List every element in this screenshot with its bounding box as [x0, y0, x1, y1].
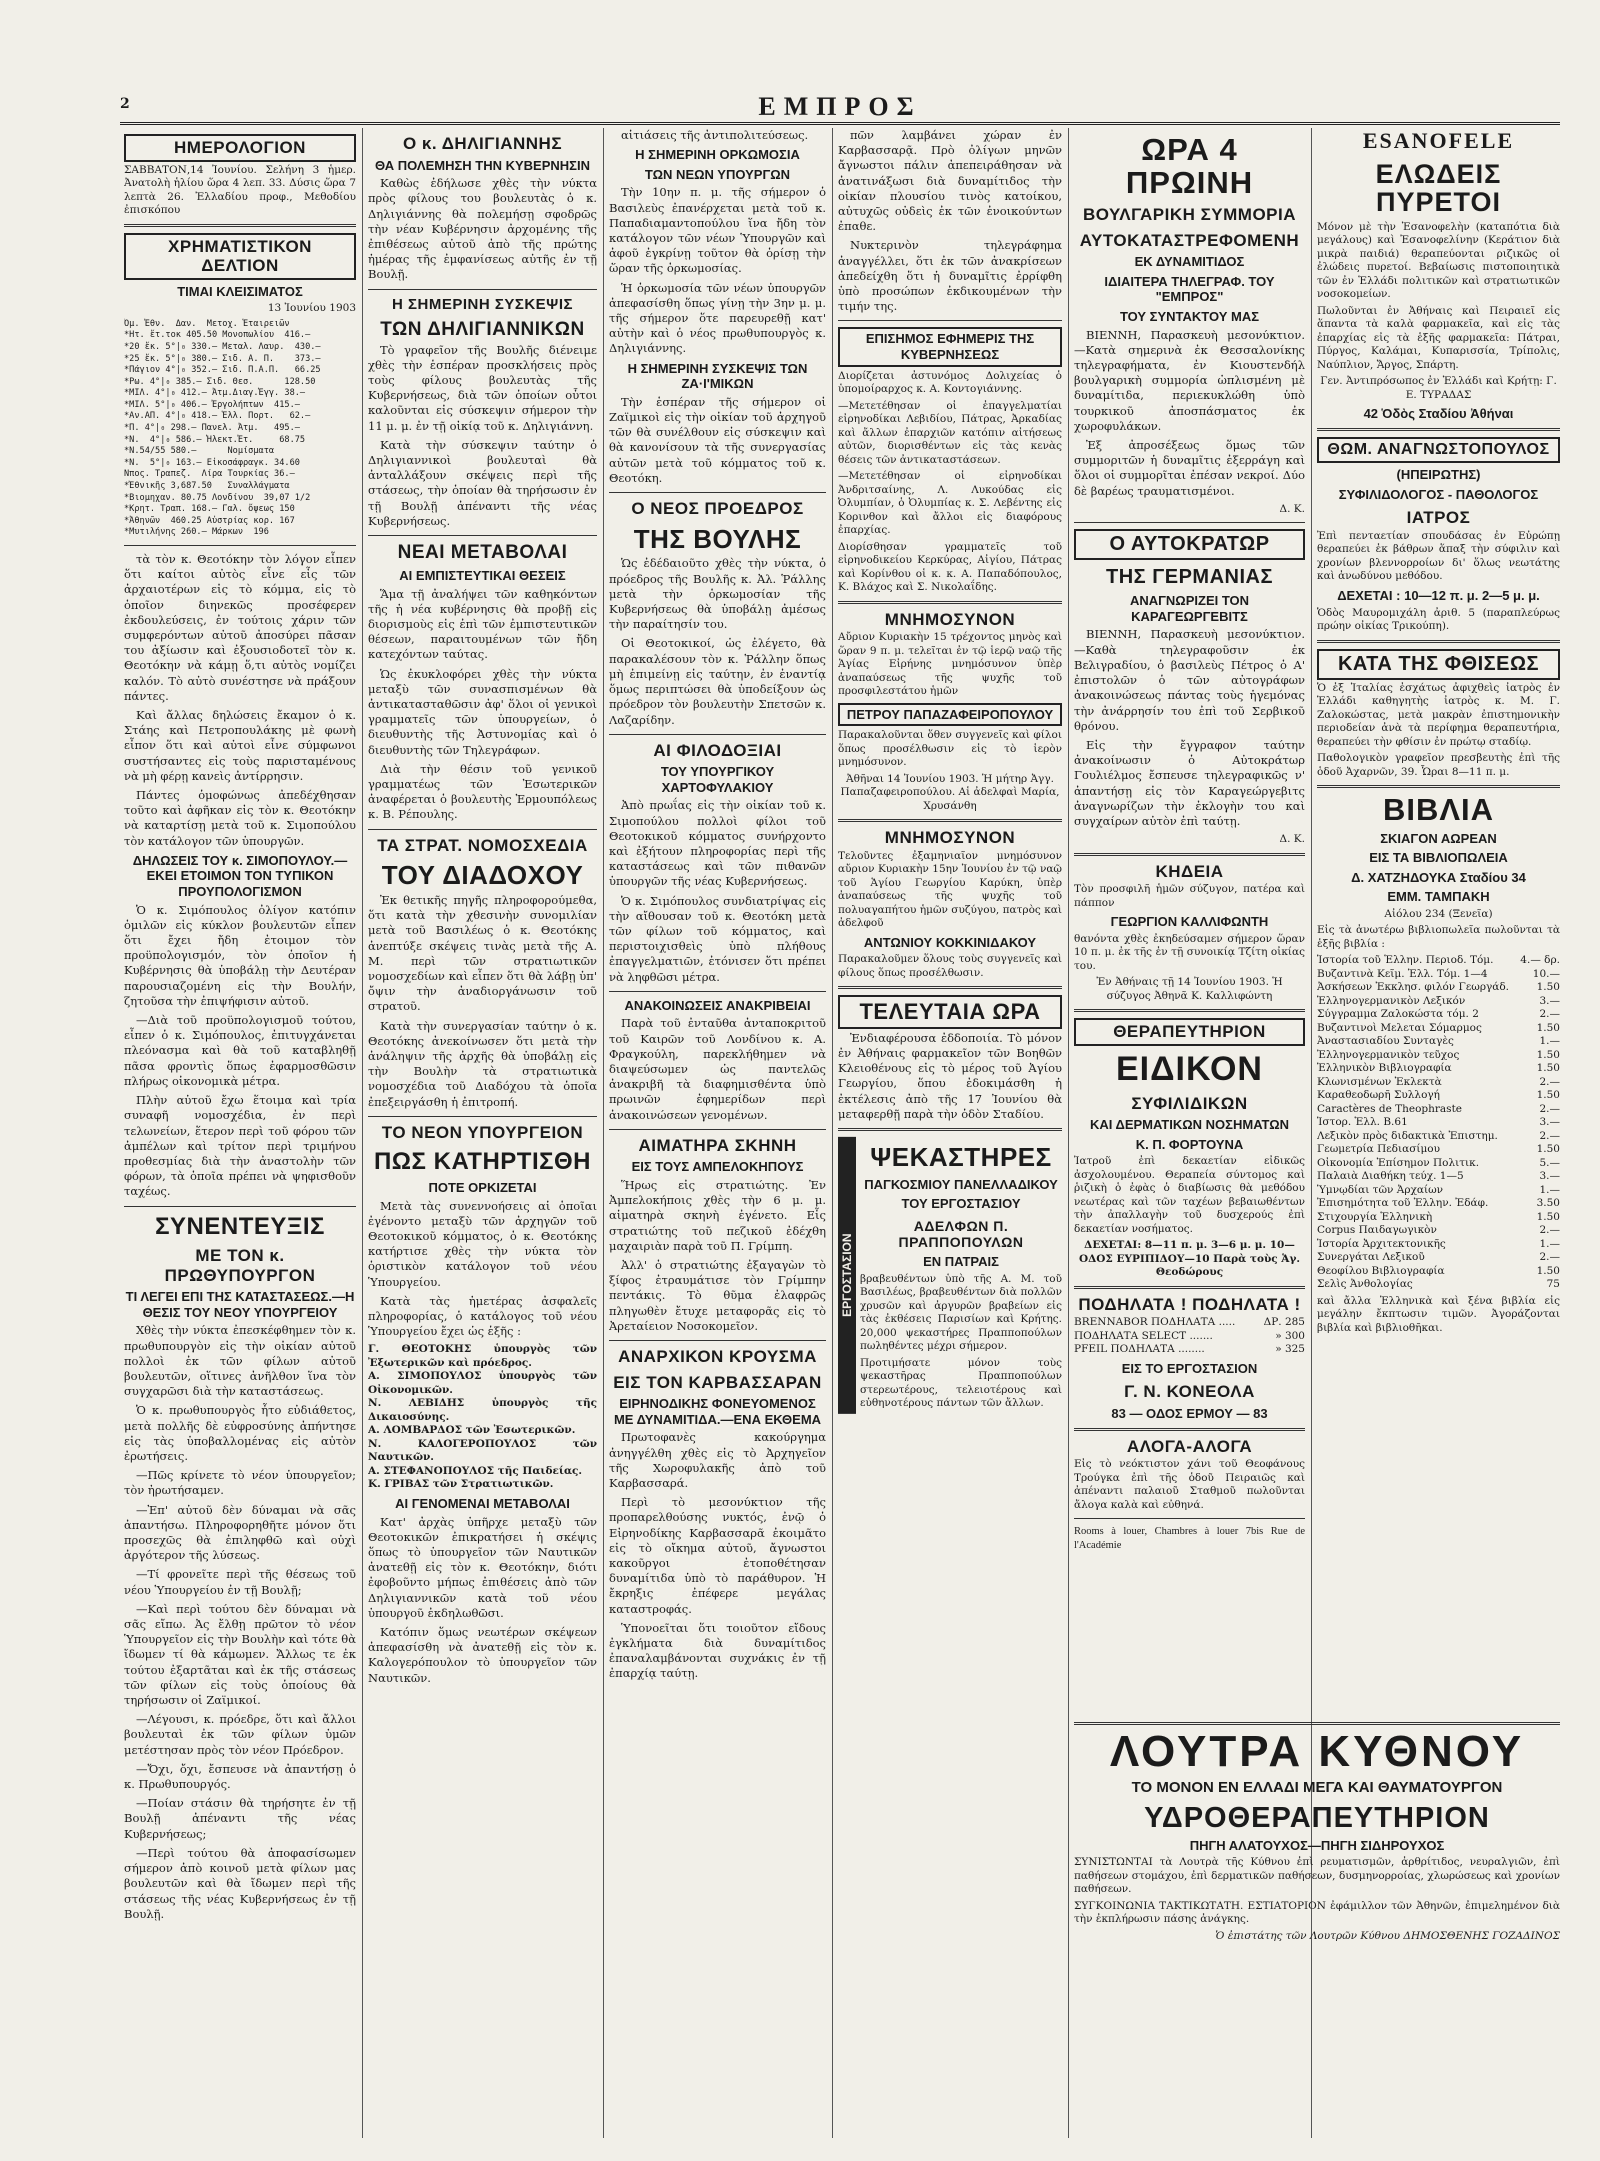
book-row	[1317, 1184, 1560, 1198]
price-row: PFEIL ΠΟΔΗΛΑΤΑ ........ » 325	[1074, 1343, 1305, 1356]
memorial-heading: ΜΝΗΜΟΣΥΝΟΝ	[884, 609, 1016, 629]
book-row	[1317, 1089, 1560, 1103]
bicycle-prices	[1074, 1316, 1305, 1357]
doctor-name: ΘΩΜ. ΑΝΑΓΝΩΣΤΟΠΟΥΛΟΣ	[1317, 437, 1560, 463]
article-text: Πλὴν αὐτοῦ ἔχω ἕτοιμα καὶ τρία συναφῆ νομοσχέδια, ἐν περὶ τελωνείων, ἕτερον περὶ τοῦ φόρου τῶν ἀμπέλων καὶ τρίτον περὶ τριμήνου προθεσμίας διὰ τὴν ἀναστολὴν τῶν φόρων, τὰ ὁποῖα πρέπει νὰ ψηφισθοῦν ταχέως.	[124, 1093, 356, 1199]
books-subheading: ΕΙΣ ΤΑ ΒΙΒΛΙΟΠΩΛΕΙΑ	[1369, 850, 1508, 866]
book-row	[1317, 1197, 1560, 1211]
article-text: Καθὼς ἐδήλωσε χθὲς τὴν νύκτα πρὸς φίλους του βουλευτὰς ὁ κ. Δηλιγιάννης θὰ πολεμήσῃ σφοδρῶς τὴν νέαν Κυβέρνησιν ἀρχομένης τῆς ἐπιθέσεως αὐτοῦ ἀπὸ τῆς πρώτης ἡμέρας τῆς ἐμφανίσεως αὐτῆς ἐν τῇ Βουλῇ.	[368, 176, 597, 282]
baths-springs: ΠΗΓΗ ΑΛΑΤΟΥΧΟΣ—ΠΗΓΗ ΣΙΔΗΡΟΥΧΟΣ	[1189, 1837, 1445, 1853]
book-list	[1317, 954, 1560, 1292]
newspaper-title: ΕΜΠΡΟΣ	[758, 92, 922, 121]
clinic-subtitle: ΣΥΦΙΛΙΔΙΚΩΝ	[1131, 1093, 1248, 1113]
article-heading: ΝΕΑΙ ΜΕΤΑΒΟΛΑΙ	[397, 542, 568, 564]
article-text: Ὡς ἐκυκλοφόρει χθὲς τὴν νύκτα μεταξὺ τῶν συνασπισμένων θὰ ἀντικατασταθῶσιν ἀφ' ὅλοι οἱ γενικοὶ γραμματεῖς τῶν ὑπουργείων, ὁ διευθυντὴς τῆς Ἀστυνομίας καὶ ὁ διευθυντὴς τῶν Τηλεγράφων.	[368, 666, 597, 757]
book-row	[1317, 1251, 1560, 1265]
headline-sub: ΕΚ ΔΥΝΑΜΙΤΙΔΟΣ	[1134, 254, 1245, 270]
bicycle-owner: Γ. Ν. ΚΟΝΕΟΛΑ	[1124, 1382, 1255, 1402]
ad-subheading: ΤΟΥ ΕΡΓΟΣΤΑΣΙΟΥ	[901, 1196, 1021, 1212]
article-text: Ὁ κ. πρωθυπουργὸς ἦτο εὐδιάθετος, μετὰ πολλῆς δὲ εὐφροσύνης ἀπήντησε εἰς τὰς ὑποβαλλομένας εἰς αὐτὸν ἐρωτήσεις.	[124, 1403, 356, 1464]
divider	[609, 1340, 826, 1341]
article-text: Χθὲς τὴν νύκτα ἐπεσκέφθημεν τὸν κ. πρωθυπουργὸν εἰς τὴν οἰκίαν αὐτοῦ πολλοὶ ἐκ τῶν φίλων αὐτοῦ βουλευτῶν, οἵτινες ἀνῆλθον ἵνα τὸν συγχαρῶσι διὰ τὴν καταστάσεως.	[124, 1323, 356, 1399]
divider	[838, 1128, 1062, 1131]
article-text: Ὡς ἐδέδαιοῦτο χθὲς τὴν νύκτα, ὁ πρόεδρος τῆς Βουλῆς κ. Ἀλ. Ῥάλλης μετὰ τὴν ὁρκωμοσίαν τῆς Κυβερνήσεως θὰ ὑποβάλῃ ἀμέσως τὴν παραίτησίν του.	[609, 556, 826, 632]
ad-text: Μόνον μὲ τὴν Ἐσανοφελὴν (καταπότια διὰ μεγάλους) καὶ Ἐσανοφελίνην (Κεράτιον διὰ μικρὰ παιδιά) θεραπεύονται ριζικῶς οἱ ἐλώδεις πυρετοί. Βεβαίωσις πιστοποιητικὰ τῶν ἐν Ἑλλάδι πολιτικῶν καὶ στρατιωτικῶν νοσοκομείων.	[1317, 220, 1560, 301]
book-price: 2.—	[1539, 1224, 1560, 1237]
book-row	[1317, 995, 1560, 1009]
book-price: 1.50	[1536, 1210, 1560, 1223]
headline: ΩΡΑ 4 ΠΡΩΙΝΗ	[1125, 132, 1254, 200]
clinic-doctor: Κ. Π. ΦΟΡΤΟΥΝΑ	[1135, 1136, 1244, 1152]
gazette-text: —Μετετέθησαν οἱ ἐπαγγελματίαι εἰρηνοδίκαι Λεβιδίου, Πάτρας, Ἀρκαδίας καὶ ἄλλων ἐπαρχιῶν κατόπιν αἰτήσεως αὐτῶν, διορισθέντων εἰς τὰς κενὰς θέσεις τῶν ἀντικαταστάσεων.	[838, 399, 1062, 466]
ad-address: 42 Ὁδὸς Σταδίου Ἀθήναι	[1363, 406, 1514, 422]
ad-heading: ΨΕΚΑΣΤΗΡΕΣ	[870, 1141, 1052, 1172]
telegram-byline: ΤΟΥ ΣΥΝΤΑΚΤΟΥ ΜΑΣ	[1119, 308, 1260, 324]
book-price: 3.—	[1539, 1170, 1560, 1183]
column-5	[1074, 128, 1305, 1718]
calendar-heading: ΗΜΕΡΟΛΟΓΙΟΝ	[124, 134, 356, 162]
article-text: Τὴν 10ην π. μ. τῆς σήμερον ὁ Βασιλεὺς ἐπανέρχεται μετὰ τοῦ κ. Παπαδιαμαντοπούλου ἵνα ἤδη τὸν κατάλογον τῶν νέων Ὑπουργῶν καὶ ἀφοῦ ἐγκρίνῃ τοῦτον θὰ ὁρίσῃ τὴν ὥραν τῆς ὁρκωμοσίας.	[609, 185, 826, 276]
books-subheading: ΣΚΙΑΓΟΝ ΑΩΡΕΑΝ	[1380, 830, 1497, 846]
article-subheading: ΤΗΣ ΒΟΥΛΗΣ	[633, 523, 802, 554]
article-subheading: ΕΙΣ ΤΟΝ ΚΑΡΒΑΣΣΑΡΑΝ	[613, 1372, 822, 1392]
brand-logo: ESANOFELE	[1362, 128, 1515, 153]
article-text: Τὴν ἑσπέραν τῆς σήμερον οἱ Ζαϊμικοὶ εἰς τὴν οἰκίαν τοῦ ἀρχηγοῦ τῶν θὰ συνέλθουν εἰς σύσκεψιν καὶ θὰ κανονίσουν τὰ τῆς συνεργασίας αὐτῶν μετὰ τοῦ κόμματος τοῦ κ. Θεοτόκη.	[609, 394, 826, 485]
article-subheading: ΤΗΣ ΓΕΡΜΑΝΙΑΣ	[1106, 566, 1273, 589]
book-row	[1317, 1278, 1560, 1292]
baths-headline: ΛΟΥΤΡΑ ΚΥΘΝΟΥ	[1109, 1727, 1525, 1776]
article-signature: Δ. Κ.	[1279, 833, 1305, 846]
book-row	[1317, 1265, 1560, 1279]
article-heading: Ο κ. ΔΗΛΙΓΙΑΝΝΗΣ	[402, 134, 563, 153]
article-text: ΒΙΕΝΝΗ, Παρασκευὴ μεσονύκτιον.—Καθὰ τηλεγραφοῦσιν ἐκ Βελιγραδίου, ὁ βασιλεὺς Πέτρος ὁ Α' ἐπιστολῶν ὁ τῶν αὐτογράφων ἀνακοινώσεως πάντας τοὺς ἡγεμόνας τὴν ἀνάρρησίν του ἐπὶ τοῦ Σερβικοῦ θρόνου.	[1074, 627, 1305, 733]
book-price: 3.—	[1539, 1116, 1560, 1129]
article-text: Εἰς τὴν ἔγγραφον ταύτην ἀνακοίνωσιν ὁ Αὐτοκράτωρ Γουλιέλμος ἔσπευσε τηλεγραφικῶς ν' ἀπαντήσῃ εἰς τὸν Καραγεώργεβιτς ἀναγνωρίζων τὴν ἐκλογὴν του καὶ συγχαίρων αὐτὸν ἐπὶ ταύτῃ.	[1074, 737, 1305, 828]
divider	[1317, 428, 1560, 431]
book-price: 2.—	[1539, 1129, 1560, 1142]
book-title: Στιχουργία Ἑλληνικὴ	[1317, 1210, 1433, 1223]
price-row: BRENNABOR ΠΟΔΗΛΑΤΑ ..... ΔΡ. 285	[1074, 1316, 1305, 1329]
book-title: Καραθεοδωρῆ Συλλογή	[1317, 1089, 1440, 1102]
divider	[1074, 522, 1305, 523]
book-price: 2.—	[1539, 1102, 1560, 1115]
book-title: Ὑμνῳδίαι τῶν Ἀρχαίων	[1317, 1183, 1444, 1196]
article-text: —Λέγουσι, κ. πρόεδρε, ὅτι καὶ ἄλλοι βουλευταὶ ἐκ τῶν φίλων ὑμῶν μετέστησαν πρὸς τὸν νέον Πρόεδρον.	[124, 1712, 356, 1757]
divider	[368, 829, 597, 830]
book-title: Ἱστορία Ἀρχιτεκτονικῆς	[1317, 1237, 1446, 1250]
article-text: —Περὶ τούτου θὰ ἀποφασίσωμεν σήμερον ἀπὸ κοινοῦ μετὰ φίλων μας βουλευτῶν καὶ θὰ ἴδωμεν περὶ τῆς στάσεως τῆς νέας Κυβερνήσεως ἐν τῇ Βουλῇ.	[124, 1845, 356, 1921]
masthead	[120, 92, 1560, 125]
book-title: Γεωμετρία Πεδιασίμου	[1317, 1143, 1441, 1156]
article-deck: ΕΙΡΗΝΟΔΙΚΗΣ ΦΟΝΕΥΟΜΕΝΟΣ ΜΕ ΔΥΝΑΜΙΤΙΔΑ.—ΕΝΑ ΕΚΘΕΜΑ	[613, 1396, 822, 1427]
divider	[838, 986, 1062, 989]
book-title: Συνεργάται Λεξικοῦ	[1317, 1251, 1425, 1264]
book-price: 1.50	[1536, 1089, 1560, 1102]
book-row	[1317, 1224, 1560, 1238]
funeral-heading: ΚΗΔΕΙΑ	[1155, 861, 1224, 881]
bicycle-address: 83 — ΟΔΟΣ ΕΡΜΟΥ — 83	[1111, 1405, 1268, 1421]
divider	[1317, 785, 1560, 788]
article-text: αἰτιάσεις τῆς ἀντιπολιτεύσεως.	[621, 128, 809, 142]
article-text: Ἀπὸ πρωΐας εἰς τὴν οἰκίαν τοῦ κ. Σιμοπούλου πολλοὶ φίλοι τοῦ Θεοτοκικοῦ κόμματος συνήρχοντο καὶ ἐξήτουν πληροφορίας περὶ τῆς καταστάσεως καὶ τῶν πιθανῶν ὑπουργῶν τῆς νέας Κυβερνήσεως.	[609, 798, 826, 889]
book-price: 5.—	[1539, 1156, 1560, 1169]
divider	[838, 601, 1062, 604]
book-title: Παλαιὰ Διαθήκη τεύχ. 1—5	[1317, 1170, 1464, 1183]
book-row	[1317, 1130, 1560, 1144]
telegram-heading: ΙΔΙΑΙΤΕΡΑ ΤΗΛΕΓΡΑΦ. ΤΟΥ "ΕΜΠΡΟΣ"	[1104, 273, 1275, 305]
article-heading: ΑΝΑΚΟΙΝΩΣΕΙΣ ΑΝΑΚΡΙΒΕΙΑΙ	[624, 997, 811, 1013]
article-text: Κατὰ τὴν συνεργασίαν ταύτην ὁ κ. Θεοτόκης ἀνεκοίνωσεν ὅτι μετὰ τὴν ἀνάληψιν τῆς ἀρχῆς θὰ ὑποβάλῃ εἰς τὴν Βουλὴν τὰ στρατιωτικὰ νομοσχέδια τοῦ Διαδόχου τὰ ὁποῖα ἐπεξειργάσθη ἡ ἐπιτροπή.	[368, 1018, 597, 1109]
article-text: Καὶ ἄλλας δηλώσεις ἔκαμον ὁ κ. Στάης καὶ Πετροπουλάκης μὲ φωνὴ εἶπον ὅτι καὶ αὐτοὶ εἶνε σύμφωνοι συστήσαντες εἰς τοὺς παρισταμένους νὰ μὴ φέρῃ κανεὶς ἀντίρρησιν.	[124, 708, 356, 783]
book-title: Βυζαντινοὶ Μελεται Σόμαρμος	[1317, 1021, 1482, 1034]
bookshop-name: ΕΜΜ. ΤΑΜΠΑΚΗ	[1387, 889, 1490, 905]
article-text: Πρωτοφανὲς κακούργημα ἀνηγγέλθη χθὲς εἰς τὸ Ἀρχηγεῖον τῆς Χωροφυλακῆς ἀπὸ τοῦ Καρβασσαρά.	[609, 1430, 826, 1490]
article-heading: ΑΙ ΓΕΝΟΜΕΝΑΙ ΜΕΤΑΒΟΛΑΙ	[395, 1495, 570, 1511]
divider	[1317, 640, 1560, 643]
article-text: Κατόπιν ὅμως νεωτέρων σκέψεων ἀπεφασίσθη νὰ ἀνατεθῇ εἰς τὸν κ. Καλογερόπουλον τὸ ὑπουργεῖον τῶν Ναυτικῶν.	[368, 1624, 597, 1685]
book-price: 2.—	[1539, 1075, 1560, 1088]
funeral-signature: Ἐν Ἀθήναις τῇ 14 Ἰουνίου 1903. Ἡ σύζυγος Ἀθηνᾶ Κ. Καλλιφώντη	[1096, 976, 1283, 1002]
column-3	[609, 128, 826, 2138]
article-text: Ὁ κ. Σιμόπουλος συνδιατρίψας εἰς τὴν αἴθουσαν τοῦ κ. Θεοτόκη μετὰ τῶν φίλων τοῦ κόμματος, καὶ περιστοιχισθεὶς ὑπὸ πλήθους ἐπαγγελματιῶν, ἐτόνισεν ὅτι πρέπει νὰ ληφθῶσι μέτρα.	[609, 893, 826, 984]
book-row	[1317, 1062, 1560, 1076]
column-rule	[362, 128, 363, 2138]
ad-headline: ΕΛΩΔΕΙΣ ΠΥΡΕΤΟΙ	[1375, 159, 1502, 218]
column-rule	[832, 128, 833, 2138]
book-row	[1317, 981, 1560, 995]
book-row	[1317, 1035, 1560, 1049]
gazette-text: —Μετετέθησαν οἱ εἰρηνοδίκαι Ἀνδριτσαίνης, Λ. Λυκούδας εἰς Ὀλυμπίαν, ὁ Ὀλυμπίας κ. Σ. Λεβέντης εἰς Κορινθον καὶ ἄλλοι εἰς διαφόρους ἐπαρχίας.	[838, 470, 1062, 537]
ad-place: ΕΝ ΠΑΤΡΑΙΣ	[923, 1254, 999, 1270]
memorial-text: Αὔριον Κυριακὴν 15 τρέχοντος μηνὸς καὶ ὥραν 9 π. μ. τελεῖται ἐν τῷ ἱερῷ ναῷ τῆς Ἁγίας Εἰρήνης μνημόσυνον ὑπὲρ ἀναπαύσεως τῆς ψυχῆς τοῦ προσφιλεστάτου ἡμῶν	[838, 631, 1062, 698]
book-row	[1317, 1238, 1560, 1252]
book-title: Κλωνισμένων Ἐκλεκτὰ	[1317, 1075, 1442, 1088]
article-subheading: ΤΩΝ ΝΕΩΝ ΥΠΟΥΡΓΩΝ	[644, 166, 791, 182]
divider	[609, 1129, 826, 1130]
article-text: Ἐνδιαφέρουσα ἐδδοποιία. Τὸ μόνον ἐν Ἀθήναις φαρμακεῖον τῶν Βοηθῶν Κλειοθένους εἰς τὸ μέρος τοῦ Ἀγίου Γεωργίου, ὅπου ἐδοκιμάσθη ἡ ἐκτέλεσις ἀπὸ τῆς 17 Ἰουνίου θὰ μεταφερθῇ παρὰ τὴν ὁδὸν Σταδίου.	[838, 1030, 1062, 1121]
book-title: Corpus Παιδαγωγικὸν	[1317, 1224, 1437, 1237]
article-heading: Η ΣΗΜΕΡΙΝΗ ΟΡΚΩΜΟΣΙΑ	[635, 147, 800, 163]
article-text: —Διὰ τοῦ προϋπολογισμοῦ τούτου, εἶπεν ὁ κ. Σιμόπουλος, ἐπιτυγχάνεται πλεόνασμα καὶ θὰ τοῦ καταβληθῇ πᾶσα φροντὶς ὅπως ἐφαρμοσθῶσιν πλήρως οἰκονομικὰ μέτρα.	[124, 1013, 356, 1088]
article-text: Ἅμα τῇ ἀναλήψει τῶν καθηκόντων τῆς ἡ νέα κυβέρνησις θὰ προβῇ εἰς διορισμοὺς εἰς ἐπὶ τῶν ἐμπιστευτικῶν θέσεων, παραιτουμένων τῶν ἤδη κατεχόντων ταύτας.	[368, 586, 597, 662]
doctor-text: Ἐπὶ πενταετίαν σπουδάσας ἐν Εὐρώπῃ θεραπεύει ἐκ βάθρων ἅπαξ τὴν σύφιλιν καὶ χρονίων βλεννορροίων δι' ὅλως νεωτάτης καὶ ἀνωδύνου μεθόδου.	[1317, 529, 1560, 583]
divider	[1074, 1428, 1305, 1431]
books-heading: ΒΙΒΛΙΑ	[1382, 792, 1495, 827]
clinic-text: Ἰατροῦ ἐπὶ δεκαετίαν εἰδικῶς ἀσχολουμένου. Θεραπεία σύντομος καὶ ῥιζικὴ ὁ ἐφὰς ὁ διαβίωσις θὰ μεθόδου νεωτέρας καὶ τῶν ταχέων βεβαιωθέντων τὴν ἀπαλλαγὴν τοῦ δυσχερούς ἐπὶ δεκαετίαν νοσήματος.	[1074, 1155, 1305, 1235]
article-subheading: ΘΑ ΠΟΛΕΜΗΣΗ ΤΗΝ ΚΥΒΕΡΝΗΣΙΝ	[375, 157, 590, 173]
article-text: Ἀλλ' ὁ στρατιώτης ἐξαγαγὼν τὸ ξίφος ἐτραυμάτισε τὸν Γρίμπην πεντάκις. Τὸ θῦμα ἐλαφρῶς πληγωθὲν ἔτυχε μεταφορᾶς εἰς τὸ Ἀρεταίειον Νοσοκομεῖον.	[609, 1258, 826, 1333]
column-6	[1317, 128, 1560, 1718]
ad-text: Πωλοῦνται ἐν Ἀθήναις καὶ Πειραιεῖ εἰς ἅπαντα τὰ καλὰ φαρμακεῖα, καὶ εἰς τὰς ἐπαρχίας εἰς τὰ ἑξῆς φαρμακεῖα: Πάτραι, Πύργος, Καλάμαι, Κυπαρισσία, Τρίπολις, Ναύπλιον, Ἄργος, Σπάρτη.	[1317, 304, 1560, 371]
article-heading: Η ΣΗΜΕΡΙΝΗ ΣΥΣΚΕΨΙΣ	[392, 295, 573, 313]
article-text: ΒΙΕΝΝΗ, Παρασκευὴ μεσονύκτιον.—Κατὰ σημερινὰ ἐκ Θεσσαλονίκης τηλεγραφήματα, ἐν Κιουστενδήλ βουλγαρικὴ συμμορία ὡπλισμένη μὲ δυναμίτιδα, περιεκυκλώθη ὑπὸ τουρκικοῦ ἀποσπάσματος ἐκ χωροφυλάκων.	[1074, 327, 1305, 433]
memorial-text: Τελοῦντες ἐξαμηνιαῖον μνημόσυνον αὔριον Κυριακὴν 15ην Ἰουνίου ἐν τῷ ναῷ τοῦ Ἁγίου Γεωργίου Καρύκη, ὑπὲρ ἀναπαύσεως τῆς ψυχῆς τοῦ πολυαγαπήτου ἡμῶν συζύγου, πατρὸς καὶ ἀδελφοῦ	[838, 849, 1062, 930]
clinic-heading: ΘΕΡΑΠΕΥΤΗΡΙΟΝ	[1074, 1018, 1305, 1046]
divider	[124, 224, 356, 227]
price-row: ΠΟΔΗΛΑΤΑ SELECT ....... » 300	[1074, 1329, 1305, 1342]
divider	[609, 734, 826, 735]
article-subheading: ΠΩΣ ΚΑΤΗΡΤΙΣΘΗ	[373, 1148, 592, 1176]
ad-subheading: ΠΑΓΚΟΣΜΙΟΥ ΠΑΝΕΛΛΑΔΙΚΟΥ	[864, 1176, 1058, 1192]
horses-heading: ΑΛΟΓΑ-ΑΛΟΓΑ	[1126, 1436, 1253, 1456]
stock-bulletin-heading: ΧΡΗΜΑΤΙΣΤΙΚΟΝ ΔΕΛΤΙΟΝ	[124, 233, 356, 280]
article-heading: ΑΝΑΡΧΙΚΟΝ ΚΡΟΥΣΜΑ	[618, 1347, 817, 1367]
article-signature: Δ. Κ.	[1279, 502, 1305, 515]
book-title: Ἱστορία τοῦ Ἑλλην. Περιοδ. Τόμ.	[1317, 954, 1494, 967]
minister-list: Γ. ΘΕΟΤΟΚΗΣ ὑπουργὸς τῶν Ἐξωτερικῶν καὶ πρόεδρος. Α. ΣΙΜΟΠΟΥΛΟΣ ὑπουργὸς τῶν Οἰκονομικῶν. Ν. ΛΕΒΙΔΗΣ ὑπουργὸς τῆς Δικαιοσύνης. Α. ΛΟΜΒΑΡΔΟΣ τῶν Ἐσωτερικῶν. Ν. ΚΑΛΟΓΕΡΟΠΟΥΛΟΣ τῶν Ναυτικῶν. Α. ΣΤΕΦΑΝΟΠΟΥΛΟΣ τῆς Παιδείας. Κ. ΓΡΙΒΑΣ τῶν Στρατιωτικῶν.	[368, 1343, 597, 1491]
book-title: Οἰκονομία Ἐπίσημον Πολιτικ.	[1317, 1156, 1480, 1169]
book-row	[1317, 1008, 1560, 1022]
book-row	[1317, 954, 1560, 968]
last-hour-heading: ΤΕΛΕΥΤΑΙΑ ΩΡΑ	[838, 995, 1062, 1028]
funeral-text: θανόντα χθὲς ἐκηδεύσαμεν σήμερον ὥραν 10 π. μ. ἐκ τῆς ἐν τῇ συνοικίᾳ Τζίτη οἰκίας του.	[1074, 932, 1305, 972]
memorial-text: Παρακαλοῦνται ὅθεν συγγενεῖς καὶ φίλοι ὅπως προσέλθωσιν εἰς τὸ ἱερὸν μνημόσυνον.	[838, 729, 1062, 769]
article-text: Ὁ κ. Σιμόπουλος ὀλίγον κατόπιν ὁμιλῶν εἰς κύκλον βουλευτῶν εἶπεν ὅτι ἔχει ἤδη ἐτοιμον τὸν προϋπολογισμόν, τὸν ὁποῖον ἡ Κυβέρνησις θὰ ὑποβάλῃ τὴν Δευτέραν παρουσιαζομένη εἰς τὴν Βουλήν, ζητοῦσα τὴν ἐπιψήφισιν αὐτοῦ.	[124, 902, 356, 1008]
article-heading: ΤΟ ΝΕΟΝ ΥΠΟΥΡΓΕΙΟΝ	[381, 1122, 584, 1142]
book-price: 1.50	[1536, 1021, 1560, 1034]
article-text: Κατ' ἀρχὰς ὑπῆρχε μεταξὺ τῶν Θεοτοκικῶν ἐπικρατήσει ἡ σκέψις ὅπως τὸ ὑπουργεῖον τῶν Ναυτικῶν ἀνατεθῇ εἰς τὸν κ. Θεοτόκην, διότι ἐφοβοῦντο μήπως ἐπιθέσεις ἀπὸ τῶν Δηλιγιαννικῶν κατὰ τοῦ νέου ὑπουργοῦ ἐκδηλωθῶσι.	[368, 1514, 597, 1620]
book-price: 1.50	[1536, 1143, 1560, 1156]
book-title: Ἀσκήσεων Ἐκκλησ. φιλόν Γεωργάδ.	[1317, 981, 1510, 994]
article-text: —Καὶ περὶ τούτου δὲν δύναμαι νὰ σᾶς εἴπω. Ἀς ἔλθῃ πρῶτον τὸ νέον Ὑπουργεῖον εἰς τὴν Βουλὴν καὶ τότε θὰ ἴδωμεν τί θὰ κάμωμεν. Ἄλλως τε ἐκ τούτου ἐξαρτᾶται καὶ ἐκ τῆς στάσεως τῶν φίλων εἰς τοὺς ὁποίους θὰ τηρήσωσιν οἱ Ζαϊμικοί.	[124, 1601, 356, 1708]
book-price: 1.50	[1536, 1062, 1560, 1075]
memorial-text: Παρακαλοῦμεν ὅλους τοὺς συγγενεῖς καὶ φίλους ὅπως προσέλθωσιν.	[838, 953, 1062, 979]
column-4	[838, 128, 1062, 2138]
sprayer-ad	[838, 1137, 1062, 1414]
divider	[838, 320, 1062, 321]
book-row	[1317, 1103, 1560, 1117]
ad-agent: Γεν. Ἀντιπρόσωπος ἐν Ἑλλάδι καὶ Κρήτῃ: Γ. Ε. ΤΥΡΑΔΑΣ	[1320, 375, 1557, 401]
book-title: Ἑλληνογερμανικὸν Λεξικόν	[1317, 994, 1466, 1007]
article-subheading: ΑΙ ΕΜΠΙΣΤΕΥΤΙΚΑΙ ΘΕΣΕΙΣ	[399, 567, 566, 583]
interview-subheading: ΜΕ ΤΟΝ κ. ΠΡΩΘΥΠΟΥΡΓΟΝ	[164, 1246, 316, 1285]
article-text: Ἥρως εἰς στρατιώτης. Ἐν Ἀμπελοκήποις χθὲς τὴν 6 μ. μ. αἱματηρὰ σκηνὴ ἐγένετο. Εἷς στρατιώτης τοῦ πεζικοῦ ἐδέχθη μαχαιριὰν παρὰ τοῦ Π. Γρίμπη.	[609, 1178, 826, 1253]
article-text: —Πῶς κρίνετε τὸ νέον ὑπουργεῖον; τὸν ἠρωτήσαμεν.	[124, 1468, 356, 1498]
interview-heading: ΣΥΝΕΝΤΕΥΞΙΣ	[155, 1212, 325, 1240]
article-subheading: ΤΩΝ ΔΗΛΙΓΙΑΝΝΙΚΩΝ	[380, 318, 585, 340]
book-row	[1317, 1076, 1560, 1090]
divider	[1074, 853, 1305, 856]
bookshop-address: Αἰόλου 234 (Ξενεῖα)	[1384, 907, 1493, 920]
article-deck: ΑΝΑΓΝΩΡΙΖΕΙ ΤΟΝ ΚΑΡΑΓΕΩΡΓΕΒΙΤΣ	[1129, 593, 1250, 624]
article-text: τὰ τὸν κ. Θεοτόκην τὸν λόγον εἶπεν ὅτι καίτοι αὐτὸς εἶνε εἷς τῶν ἀρχαιοτέρων εἰς τὸ κόμμα, εἰς τὸ ὁποῖον διηνεκῶς προσέφερεν ἐκδουλεύσεις, ἐν τούτοις χάριν τῶν συμφερόντων αὐτοῦ ἀποσύρει πᾶσαν του ἀξίωσιν καὶ ἐξουσιοδοτεῖ τὸν κ. Θεοτόκην νὰ κάμῃ ὅ,τι αὐτὸς νομίζει καλόν. Τὸ αὐτὸ συνέστησε νὰ πράξουν πάντες.	[124, 552, 356, 703]
memorial-name: ΑΝΤΩΝΙΟΥ ΚΟΚΚΙΝΙΔΑΚΟΥ	[863, 934, 1037, 950]
book-price: 1.—	[1539, 1183, 1560, 1196]
article-text: Κατὰ τὰς ἡμετέρας ἀσφαλεῖς πληροφορίας, ὁ κατάλογος τοῦ νέου Ὑπουργείου ἔχει ὡς ἑξῆς :	[368, 1293, 597, 1339]
book-price: 3.50	[1536, 1197, 1560, 1210]
book-title: Caractères de Theophraste	[1317, 1102, 1463, 1115]
divider	[1074, 1009, 1305, 1012]
rooms-ad: Rooms à louer, Chambres à louer 7bis Rue de l'Académie	[1074, 1526, 1305, 1551]
article-subheading: ΤΟΥ ΔΙΑΔΟΧΟΥ	[381, 860, 584, 891]
horses-text: Εἰς τὸ νεόκτιστον χάνι τοῦ Θεοφάνους Τρούγκα ἐπὶ τῆς ὁδοῦ Πειραιῶς καὶ ἀπέναντι παλαιοῦ Σταθμοῦ πωλοῦνται ἄλογα καλὰ καὶ εὐθηνά.	[1074, 1458, 1305, 1511]
column-rule	[1068, 128, 1069, 2138]
article-text: Ἡ ὁρκωμοσία τῶν νέων ὑπουργῶν ἀπεφασίσθη ὅπως γίνῃ τὴν 3ην μ. μ. τῆς σήμερον ὅτε παρευρεθῇ κατ' αὐτὴν καὶ ὁ νέος πρωθυπουργὸς κ. Δηλιγιάννης.	[609, 280, 826, 356]
book-price: 1.—	[1539, 1035, 1560, 1048]
book-row	[1317, 1116, 1560, 1130]
article-text: Οἱ Θεοτοκικοί, ὡς ἐλέγετο, θὰ παρακαλέσουν τὸν κ. Ῥάλλην ὅπως μὴ ἐπιμείνῃ εἰς ταύτην, ἐν ἐναντίᾳ ὅμως περιπτώσει θὰ ὑποδείξουν ὡς πρόεδρον τὸν βουλευτὴν Σπετσῶν κ. Λαζαρίδην.	[609, 636, 826, 727]
article-text: Διὰ τὴν θέσιν τοῦ γενικοῦ γραμματέως τῶν Ἐσωτερικῶν ἀναφέρεται ὁ βουλευτὴς Ἑρμουπόλεως κ. Β. Ρέπουλης.	[368, 761, 597, 822]
book-price: 1.50	[1536, 981, 1560, 994]
books-text: καὶ ἄλλα Ἑλληνικὰ καὶ ξένα βιβλία εἰς μεγάλην ἔκπτωσιν τιμῶν. Ἀγοράζονται βιβλία καὶ βιβλιοθῆκαι.	[1317, 1294, 1560, 1334]
baths-text: ΣΥΝΙΣΤΩΝΤΑΙ τὰ Λουτρὰ τῆς Κύθνου ἐπὶ ρευματισμῶν, ἀρθρίτιδος, νευραλγιῶν, ἐπὶ παθήσεων στομάχου, ἐπὶ δερματικῶν παθήσεων, δυσμηνορροίας, χλωρώσεως καὶ χρονίων παθήσεων.	[1074, 1856, 1560, 1896]
book-title: Λεξικὸν πρὸς διδακτικὰ Ἐπιστημ.	[1317, 1129, 1498, 1142]
article-text: πῶν λαμβάνει χώραν ἐν Καρβασσαρᾷ. Πρὸ ὀλίγων μηνῶν ἄγνωστοι πάλιν ἀπεπειράθησαν νὰ ἀνατινάξωσι διὰ δυναμίτιδος τὴν οἰκίαν πλουσίου τινὸς κατοίκου, αὐτυχῶς οὐδεὶς ἐκ τῶν ἐνοικούντων ἐπαθε.	[838, 128, 1062, 234]
closing-prices-heading: ΤΙΜΑΙ ΚΛΕΙΣΙΜΑΤΟΣ	[177, 283, 303, 299]
clinic-subtitle: ΚΑΙ ΔΕΡΜΑΤΙΚΩΝ ΝΟΣΗΜΑΤΩΝ	[1089, 1117, 1290, 1133]
article-text: Πάντες ὁμοφώνως ἀπεδέχθησαν τοῦτο καὶ ἀφῆκαν εἰς τὸν κ. Θεοτόκην νὰ καταρτίσῃ μετὰ τοῦ κ. Σιμοπούλου τὸν κατάλογον τῶν ὑπουργῶν.	[124, 788, 356, 848]
headline-sub: ΑΥΤΟΚΑΤΑΣΤΡΕΦΟΜΕΝΗ	[1079, 230, 1300, 250]
tuberculosis-text: Παθολογικὸν γραφεῖον πρεσβευτὴς ἐπὶ τῆς ὁδοῦ Ἀχαρνῶν, 39. Ὧραι 8—11 π. μ.	[1317, 752, 1560, 778]
book-row	[1317, 1022, 1560, 1036]
book-price: 2.—	[1539, 1008, 1560, 1021]
divider	[1074, 1286, 1305, 1289]
gazette-text: Διορίσθησαν γραμματεῖς τοῦ εἰρηνοδικείου Κερκύρας, Αἰγίου, Πάτρας καὶ Κορίνθου οἱ κ. κ. Α. Παπαδόπουλος, Κ. Βλάχος καὶ Σ. Νικολαΐδης.	[838, 540, 1062, 594]
funeral-name: ΓΕΩΡΓΙΟΝ ΚΑΛΛΙΦΩΝΤΗ	[1110, 914, 1269, 930]
ad-maker: ΑΔΕΛΦΩΝ Π. ΠΡΑΠΠΟΠΟΥΛΩΝ	[898, 1218, 1024, 1251]
gazette-text: Διορίζεται ἀστυνόμος Δολιχείας ὁ ὑπομοίραρχος κ. Α. Κοντογιάννης.	[838, 369, 1062, 396]
article-text: Παρὰ τοῦ ἐνταῦθα ἀνταποκριτοῦ τοῦ Καιρῶν τοῦ Λονδίνου κ. Α. Φραγκούλη, παρεκλήθημεν νὰ διαψεύσωμεν ὡς παντελῶς ἀνακριβῆ τὰ διαφημισθέντα ὑπὸ πρωινῶν ἐφημερίδων περὶ ἀνακοινώσεων γενομένων.	[609, 1016, 826, 1122]
gazette-heading: ΕΠΙΣΗΜΟΣ ΕΦΗΜΕΡΙΣ ΤΗΣ ΚΥΒΕΡΝΗΣΕΩΣ	[838, 327, 1062, 366]
memorial-heading: ΜΝΗΜΟΣΥΝΟΝ	[884, 828, 1016, 848]
article-text: Κατὰ τὴν σύσκεψιν ταύτην ὁ Δηλιγιαννικοὶ βουλευταὶ θὰ ἀνταλλάξουν σκέψεις περὶ τῆς στάσεως, τὴν ὁποίαν θὰ τηρήσωσιν ἐν τῇ Βουλῇ ἀπέναντι τῆς νέας Κυβερνήσεως.	[368, 437, 597, 528]
clinic-hours: ΔΕΧΕΤΑΙ: 8—11 π. μ. 3—6 μ. μ. 10—ΟΔΟΣ ΕΥΡΙΠΙΔΟΥ—10 Παρὰ τοὺς Ἁγ. Θεοδώρους	[1078, 1239, 1301, 1279]
divider	[838, 819, 1062, 822]
bookshop-name: Δ. ΧΑΤΖΗΔΟΥΚΑ Σταδίου 34	[1351, 869, 1526, 885]
article-heading: ΔΗΛΩΣΕΙΣ ΤΟΥ κ. ΣΙΜΟΠΟΥΛΟΥ.—ΕΚΕΙ ΕΤΟΙΜΟΝ ΤΟΝ ΤΥΠΙΚΟΝ ΠΡΟΥΠΟΛΟΓΙΣΜΟΝ	[132, 852, 348, 900]
doctor-hours: ΔΕΧΕΤΑΙ : 10—12 π. μ. 2—5 μ. μ.	[1337, 587, 1540, 603]
article-text: —Ποίαν στάσιν θὰ τηρήσητε ἐν τῇ Βουλῇ ἀπέναντι τῆς νέας Κυβερνήσεως;	[124, 1796, 356, 1841]
baths-ad	[1074, 1722, 1560, 2141]
article-heading: Ο ΑΥΤΟΚΡΑΤΩΡ	[1074, 529, 1305, 560]
book-price: 1.50	[1536, 1048, 1560, 1061]
divider	[368, 289, 597, 290]
column-2	[368, 128, 597, 2138]
ad-text: Προτιμήσατε μόνον τοὺς ψεκαστῆρας Πραπποπούλων στερεωτέρους, τελειοτέρους καὶ εὐθηνοτέρους πάντων τῶν ἄλλων.	[860, 1356, 1062, 1410]
article-heading: Ο ΝΕΟΣ ΠΡΟΕΔΡΟΣ	[631, 499, 804, 519]
column-rule	[603, 128, 604, 2138]
divider	[368, 1116, 597, 1117]
divider	[609, 991, 826, 992]
divider	[1074, 1518, 1305, 1519]
bulletin-date: 13 Ἰουνίου 1903	[267, 302, 356, 315]
book-row	[1317, 968, 1560, 982]
interview-deck: ΤΙ ΛΕΓΕΙ ΕΠΙ ΤΗΣ ΚΑΤΑΣΤΑΣΕΩΣ.—Η ΘΕΣΙΣ ΤΟΥ ΝΕΟΥ ΥΠΟΥΡΓΕΙΟΥ	[125, 1289, 355, 1320]
stock-table: Ὁμ. Ἐθν. Δαν. Μετοχ. Ἑταιρειῶν *Ητ. ἔτ.τοκ 405.50 Μονοπωλίου 416.— *20 ἔκ. 5°|₀ 330.— Μεταλ. Λαυρ. 430.— *25 ἔκ. 5°|₀ 380.— Σιδ. Α. Π. 373.— *Πάγιον 4°|₀ 352.— Σιδ. Π.Α.Π. 66.25 *Ρω. 4°|₀ 385.— Σιδ. Θεσ. 128.50 *ΜΙΛ. 4°|₀ 412.— Ἀτμ.Διαγ.Ἐγγ. 38.— *ΜΙΛ. 5°|₀ 406.— Ἐργολήπτων 415.— *Αν.ΑΠ. 4°|₀ 418.— Ἑλλ. Πορτ. 62.— *Π. 4°|₀ 298.— Πανελ. Ἀτμ. 495.— *Ν. 4°|₀ 586.— Ἠλεκτ.Ἐτ. 68.75 *Ν.54/55 580.— Νομίσματα *Ν. 5°|₀ 163.— Εἰκοσάφραγκ. 34.60 Νπος. Τραπεζ. Λίρα Τουρκίας 36.— *Ἐθνικῆς 3,687.50 Συναλλάγματα *Βιομηχαν. 80.75 Λονδίνου 39,07 1/2 *Κρητ. Τραπ. 168.— Γαλ. ὄψεως 150 *Ἀθηνῶν 460.25 Αὐστρίας κορ. 167 *Μυτιλήνης 260.— Μάρκων 196	[124, 318, 321, 538]
books-intro: Εἰς τὰ ἀνωτέρω βιβλιοπωλεῖα πωλοῦνται τὰ ἑξῆς βιβλία :	[1317, 924, 1560, 950]
book-row	[1317, 1049, 1560, 1063]
page-number: 2	[120, 96, 130, 112]
article-text: Ὑπονοεῖται ὅτι τοιοῦτον εἴδους ἐγκλήματα διὰ δυναμίτιδος ἐπαναλαμβάνονται συχνάκις ἐν τῇ ἐπαρχίᾳ ταύτῃ.	[609, 1620, 826, 1681]
book-title: Ἐπισημότητα τοῦ Ἑλλην. Ἐδάφ.	[1317, 1197, 1489, 1210]
ad-side-label: ΕΡΓΟΣΤΑΣΙΟΝ	[838, 1137, 856, 1414]
book-price: 4.— δρ.	[1520, 954, 1560, 967]
book-title: Βυζαντινὰ Κεῖμ. Ἐλλ. Τόμ. 1—4	[1317, 967, 1488, 980]
book-price: 2.—	[1539, 1251, 1560, 1264]
article-text: Ἐκ θετικῆς πηγῆς πληροφορούμεθα, ὅτι κατὰ τὴν χθεσινὴν συνομιλίαν μετὰ τοῦ Βασιλέως ὁ κ. Θεοτόκης ἀνεπτύξε σκέψεις τινὰς μετὰ τῆς Α. Μ. περὶ τῶν στρατιωτικῶν νομοσχεδίων καὶ εἶπεν ὅτι θὰ λάβῃ ὑπ' ὄψιν τὴν ἀναδιοργάνωσιν τοῦ στρατοῦ.	[368, 893, 597, 1014]
article-subheading: ΤΟΥ ΥΠΟΥΡΓΙΚΟΥ ΧΑΡΤΟΦΥΛΑΚΙΟΥ	[660, 764, 775, 795]
book-price: 75	[1546, 1278, 1560, 1291]
article-text: —Ἐπ' αὐτοῦ δὲν δύναμαι νὰ σᾶς ἀπαντήσω. Πληροφορηθῆτε μόνον ὅτι προσεχῶς θὰ ἐπιληφθῶ καὶ οὐχὶ ἀργότερον τῆς λύσεως.	[124, 1502, 356, 1563]
ad-text: βραβευθέντων ὑπὸ τῆς Α. Μ. τοῦ Βασιλέως, βραβευθέντων διὰ πολλῶν χρυσῶν καὶ ἀργυρῶν βραβείων εἰς τὰς ἐκθέσεις Παρισίων καὶ Κρήτης. 20,000 ψεκαστήρες Πραπποπούλων πωληθέντες μέχρι σήμερον.	[860, 1272, 1062, 1353]
bicycle-heading: ΠΟΔΗΛΑΤΑ ! ΠΟΔΗΛΑΤΑ !	[1078, 1294, 1301, 1314]
book-price: 10.—	[1532, 967, 1560, 980]
article-heading: Η ΣΗΜΕΡΙΝΗ ΣΥΣΚΕΨΙΣ ΤΩΝ ΖΑ·Ι'ΜΙΚΩΝ	[627, 360, 808, 392]
article-heading: ΤΑ ΣΤΡΑΤ. ΝΟΜΟΣΧΕΔΙΑ	[377, 835, 588, 855]
article-text: Περὶ τὸ μεσονύκτιον τῆς προπαρελθούσης νυκτός, ἐνῷ ὁ Εἰρηνοδίκης Καρβασσαρᾶ ἐκοιμᾶτο εἰς τὸ οἴκημα αὐτοῦ, ἄγνωστοι κακοῦργοι ἐτοποθέτησαν δυναμίτιδα ὑπὸ τὸ παράθυρον. Ἡ ἔκρηξις ἐπέφερε μεγάλας καταστροφάς.	[609, 1495, 826, 1616]
article-text: Μετὰ τὰς συνεννοήσεις αἱ ὁποῖαι ἐγένοντο μεταξὺ τῶν ἀρχηγῶν τοῦ Θεοτοκικοῦ κόμματος, ὁ κ. Θεοτόκης κατήρτισε χθὲς τὴν νύκτα τὸν ὁριστικὸν κατάλογον τοῦ νέου Ὑπουργείου.	[368, 1198, 597, 1289]
divider	[368, 535, 597, 536]
doctor-specialty: ΣΥΦΙΛΙΔΟΛΟΓΟΣ - ΠΑΘΟΛΟΓΟΣ	[1338, 486, 1539, 502]
column-1	[124, 128, 356, 2138]
article-heading: ΑΙΜΑΤΗΡΑ ΣΚΗΝΗ	[638, 1135, 797, 1155]
clinic-title: ΕΙΔΙΚΟΝ	[1115, 1049, 1263, 1088]
headline-sub: ΒΟΥΛΓΑΡΙΚΗ ΣΥΜΜΟΡΙΑ	[1082, 205, 1297, 225]
book-row	[1317, 1157, 1560, 1171]
calendar-text: ΣΑΒΒΑΤΟΝ,14 Ἰουνίου. Σελήνη 3 ἡμερ. Ἀνατολὴ ἡλίου ὥρα 4 λεπ. 33. Δύσις ὥρα 7 λεπτὰ 26. Ἐλλαδίου προφ., Μεθοδίου ἐπισκόπου	[124, 163, 356, 217]
book-title: Ἐλληνογερμανικὸν τεῦχος	[1317, 1048, 1460, 1061]
memorial-name: ΠΕΤΡΟΥ ΠΑΠΑΖΑΦΕΙΡΟΠΟΥΛΟΥ	[838, 703, 1062, 727]
book-row	[1317, 1211, 1560, 1225]
article-text: —Ὄχι, ὄχι, ἔσπευσε νὰ ἀπαντήσῃ ὁ κ. Πρωθυπουργός.	[124, 1761, 356, 1792]
doctor-origin: (ΗΠΕΙΡΩΤΗΣ)	[1396, 467, 1481, 483]
divider	[124, 545, 356, 546]
article-text: Ἐξ ἀπροσέξεως ὅμως τῶν συμμοριτῶν ἡ δυναμῖτις ἐξερράγη καὶ ὅλοι οἱ συμμορῖται ἐπέσαν νεκροί. Δύο δὲ βαρέως τραυματισμένοι.	[1074, 437, 1305, 498]
divider	[124, 1206, 356, 1207]
tuberculosis-heading: ΚΑΤΑ ΤΗΣ ΦΘΙΣΕΩΣ	[1317, 649, 1560, 680]
article-text: Τὸ γραφεῖον τῆς Βουλῆς διένειμε χθὲς τὴν ἑσπέραν προσκλήσεις πρὸς τοὺς φίλους βουλευτὰς τῆς Κυβερνήσεως, διὰ τῶν ὁποίων οὗτοι καλοῦνται εἰς σύσκεψιν σήμερον τὴν 11 μ. μ. ἐν τῇ οἰκίᾳ τοῦ κ. Δηλιγιάννη.	[368, 342, 597, 433]
book-row	[1317, 1143, 1560, 1157]
doctor-address: Ὁδὸς Μαυρομιχάλη ἀριθ. 5 (παραπλεύρως πρώην οἰκίας Τρικούπη).	[1317, 606, 1560, 632]
baths-subheading: ΤΟ ΜΟΝΟΝ ΕΝ ΕΛΛΑΔΙ ΜΕΓΑ ΚΑΙ ΘΑΥΜΑΤΟΥΡΓΟΝ	[1131, 1779, 1503, 1797]
funeral-text: Τὸν προσφιλῆ ἡμῶν σύζυγον, πατέρα καὶ πάππον	[1074, 883, 1305, 909]
baths-title: ΥΔΡΟΘΕΡΑΠΕΥΤΗΡΙΟΝ	[1144, 1802, 1490, 1835]
book-title: Ἑλληνικὸν Βιβλιογραφία	[1317, 1062, 1452, 1075]
baths-text: ΣΥΓΚΟΙΝΩΝΙΑ ΤΑΚΤΙΚΩΤΑΤΗ. ΕΣΤΙΑΤΟΡΙΟΝ ἐφάμιλλον τῶν Ἀθηνῶν, ἐπιμελημένον διὰ τὴν ἐκπλήρωσιν πάσης ἀνάγκης.	[1074, 1899, 1560, 1926]
book-row	[1317, 1170, 1560, 1184]
book-title: Ἱστορ. Ἑλλ. Β.61	[1317, 1116, 1408, 1129]
divider	[609, 492, 826, 493]
book-title: Ἀναστασιαδίου Συνταγὲς	[1317, 1035, 1454, 1048]
article-text: Νυκτερινὸν τηλεγράφημα ἀναγγέλλει, ὅτι ἐκ τῶν ἀνακρίσεων ἀπεδείχθη ὅτι ἡ δυναμῖτις ἐρρίφθη ὑπὸ προσώπων ἐκδικουμένων τὴν τιμήν της.	[838, 238, 1062, 314]
doctor-title: ΙΑΤΡΟΣ	[1406, 508, 1471, 528]
baths-signature: Ὁ ἐπιστάτης τῶν Λουτρῶν Κύθνου ΔΗΜΟΣΘΕΝΗΣ ΓΟΖΑΔΙΝΟΣ	[1215, 1929, 1560, 1942]
article-heading: ΑΙ ΦΙΛΟΔΟΞΙΑΙ	[653, 740, 782, 760]
book-title: Θεοφίλου Βιβλιογραφία	[1317, 1264, 1445, 1277]
book-title: Σύγγραμμα Ζαλοκώστα τόμ. 2	[1317, 1008, 1479, 1021]
tuberculosis-text: Ὁ ἐξ Ἰταλίας ἐσχάτως ἀφιχθεὶς ἰατρὸς ἐν Ἑλλάδι καθηγητὴς ἰατρὸς κ. Μ. Γ. Ζαλοκώστας, μετὰ μακρὰν ἐπιστημονικὴν περιοδείαν ἀνὰ τὰ περίφημα θεραπευτήρια, θεραπεύει τὴν φθίσιν ἐν πρώτῳ σταδίῳ.	[1317, 681, 1560, 748]
bicycle-shop: ΕΙΣ ΤΟ ΕΡΓΟΣΤΑΣΙΟΝ	[1121, 1360, 1258, 1376]
book-price: 1.—	[1539, 1237, 1560, 1250]
book-price: 3.—	[1539, 994, 1560, 1007]
book-price: 1.50	[1536, 1264, 1560, 1277]
article-text: —Τί φρονεῖτε περὶ τῆς θέσεως τοῦ νέου Ὑπουργείου ἐν τῇ Βουλῇ;	[124, 1567, 356, 1597]
article-subheading: ΕΙΣ ΤΟΥΣ ΑΜΠΕΛΟΚΗΠΟΥΣ	[631, 1159, 804, 1175]
memorial-signature: Ἀθῆναι 14 Ἰουνίου 1903. Ἡ μήτηρ Ἀγγ. Παπαζαφειροπούλου. Αἱ ἀδελφαὶ Μαρία, Χρυσάνθη	[840, 772, 1060, 812]
article-deck: ΠΟΤΕ ΟΡΚΙΖΕΤΑΙ	[428, 1180, 537, 1195]
book-title: Σελὶς Ἀνθολογίας	[1317, 1278, 1413, 1291]
